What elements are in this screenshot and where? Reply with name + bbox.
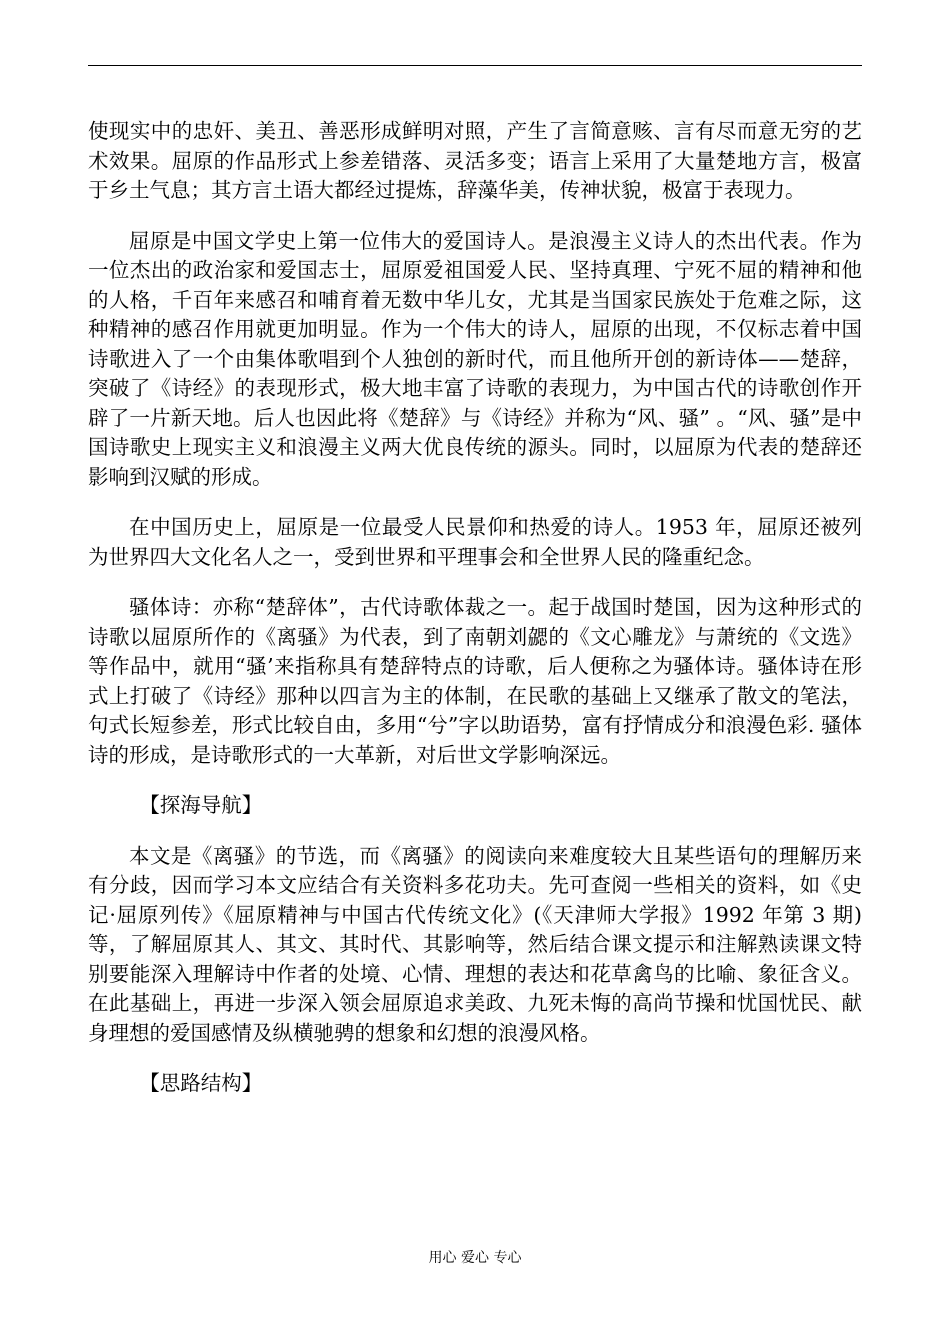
section-heading-navigation: 【探海导航】 bbox=[139, 793, 263, 817]
paragraph-sao-style-poetry: 骚体诗：亦称“楚辞体”，古代诗歌体裁之一。起于战国时楚国，因为这种形式的诗歌以屈原所作的《离骚》为代表，到了南朝刘勰的《文心雕龙》与萧统的《文选》等作品中，就用“骚’来指称具有楚辞特点的诗歌，后人便称之为骚体诗。骚体诗在形式上打破了《诗经》那种以四言为主的体制，在民歌的基础上又继承了散文的笔法，句式长短参差，形式比较自由，多用“兮”字以助语势，富有抒情成分和浪漫色彩. 骚体诗的形成，是诗歌形式的一大革新，对后世文学影响深远。 bbox=[88, 595, 862, 767]
section-heading-structure: 【思路结构】 bbox=[139, 1071, 263, 1095]
document-body bbox=[88, 117, 862, 1120]
paragraph-study-guide: 本文是《离骚》的节选，而《离骚》的阅读向来难度较大且某些语句的理解历来有分歧，因而学习本文应结合有关资料多花功夫。先可查阅一些相关的资料，如《史记·屈原列传》《屈原精神与中国古代传统文化》(《天津师大学报》1992 年第 3 期)等，了解屈原其人、其文、其时代、其影响等，然后结合课文提示和注解熟读课文特别要能深入理解诗中作者的处境、心情、理想的表达和花草禽鸟的比喻、象征含义。在此基础上，再进一步深入领会屈原追求美政、九死未悔的高尚节操和忧国忧民、献身理想的爱国感情及纵横驰骋的想象和幻想的浪漫风格。 bbox=[88, 843, 862, 1045]
paragraph-qu-yuan-history: 在中国历史上，屈原是一位最受人民景仰和热爱的诗人。1953 年，屈原还被列为世界四大文化名人之一，受到世界和平理事会和全世界人民的隆重纪念。 bbox=[88, 515, 862, 569]
paragraph-qu-yuan-patriot: 屈原是中国文学史上第一位伟大的爱国诗人。是浪漫主义诗人的杰出代表。作为一位杰出的政治家和爱国志士，屈原爱祖国爱人民、坚持真理、宁死不屈的精神和他的人格，千百年来感召和哺育着无数中华儿女，尤其是当国家民族处于危难之际，这种精神的感召作用就更加明显。作为一个伟大的诗人，屈原的出现，不仅标志着中国诗歌进入了一个由集体歌唱到个人独创的新时代，而且他所开创的新诗体——楚辞，突破了《诗经》的表现形式，极大地丰富了诗歌的表现力，为中国古代的诗歌创作开辟了一片新天地。后人也因此将《楚辞》与《诗经》并称为“风、骚” 。“风、骚”是中国诗歌史上现实主义和浪漫主义两大优良传统的源头。同时，以屈原为代表的楚辞还影响到汉赋的形成。 bbox=[88, 228, 862, 489]
header-rule bbox=[88, 65, 862, 66]
page-footer: 用心 爱心 专心 bbox=[428, 1250, 522, 1266]
paragraph-continuation: 使现实中的忠奸、美丑、善恶形成鲜明对照，产生了言简意赅、言有尽而意无穷的艺术效果。屈原的作品形式上参差错落、灵活多变；语言上采用了大量楚地方言，极富于乡土气息；其方言土语大都经过提炼，辞藻华美，传神状貌，极富于表现力。 bbox=[88, 119, 862, 202]
